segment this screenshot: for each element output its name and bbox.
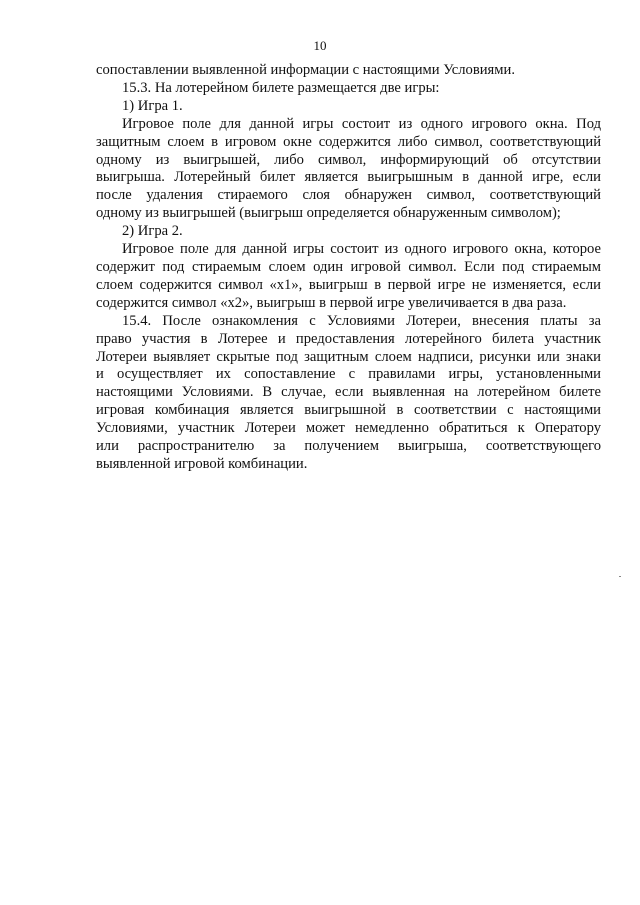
game-1-heading: 1) Игра 1.: [122, 97, 183, 114]
game-2-heading: 2) Игра 2.: [122, 223, 183, 240]
text-line: Игровое поле для данной игры состоит из одного игрового окна, которое: [122, 241, 601, 258]
text-line: сопоставлении выявленной информации с настоящими Условиями.: [96, 62, 515, 78]
text-line: содержит под стираемым слоем один игровой символ. Если под стираемым: [96, 258, 601, 275]
text-line: слоем содержится символ «x1», выигрыш в первой игре не изменяется, если: [96, 276, 601, 293]
clause-15-3-heading: 15.3. На лотерейном билете размещается две игры:: [122, 79, 440, 96]
text-line: одному из выигрышей, либо символ, информирующий об отсутствии: [96, 151, 601, 168]
clause-15-4-start: 15.4. После ознакомления с Условиями Лотереи, внесения платы за: [122, 312, 601, 329]
text-line: выявленной игровой комбинации.: [96, 455, 308, 472]
text-line: Игровое поле для данной игры состоит из одного игрового окна. Под: [122, 115, 601, 132]
page-number: 10: [313, 38, 327, 53]
text-line: и осуществляет их сопоставление с правилами игры, установленными: [96, 366, 601, 383]
text-line: после удаления стираемого слоя обнаружен символ, соответствующий: [96, 187, 601, 204]
document-body: [96, 62, 601, 474]
scan-speck: [619, 576, 621, 577]
text-line: игровая комбинация является выигрышной в соответствии с настоящими: [96, 402, 601, 419]
text-line: право участия в Лотерее и предоставления лотерейного билета участник: [96, 330, 601, 347]
text-line: одному из выигрышей (выигрыш определяется обнаруженным символом);: [96, 205, 561, 222]
text-line: Лотереи выявляет скрытые под защитным слоем надписи, рисунки или знаки: [96, 348, 601, 365]
text-line: настоящими Условиями. В случае, если выявленная на лотерейном билете: [96, 384, 601, 401]
text-line: содержится символ «x2», выигрыш в первой игре увеличивается в два раза.: [96, 294, 567, 311]
text-line: Условиями, участник Лотереи может немедленно обратиться к Оператору: [96, 420, 601, 437]
text-line: выигрыша. Лотерейный билет является выигрышным в данной игре, если: [96, 169, 601, 186]
text-line: или распространителю за получением выигрыша, соответствующего: [96, 438, 601, 455]
text-line: защитным слоем в игровом окне содержится либо символ, соответствующий: [96, 133, 601, 150]
